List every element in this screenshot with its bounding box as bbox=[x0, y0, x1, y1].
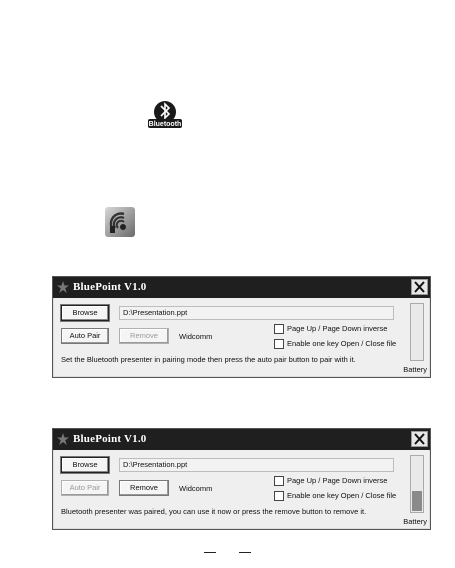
close-icon bbox=[412, 280, 427, 294]
browse-button[interactable]: Browse bbox=[61, 305, 109, 321]
title-bar[interactable] bbox=[53, 277, 430, 298]
window-title: BluePoint V1.0 bbox=[73, 281, 147, 293]
page-inverse-checkbox[interactable] bbox=[274, 476, 284, 486]
page-footer-dash bbox=[204, 552, 216, 553]
battery-fill bbox=[412, 491, 422, 511]
open-close-label: Enable one key Open / Close file bbox=[287, 491, 397, 500]
page-footer-dash bbox=[239, 552, 251, 553]
page-inverse-label: Page Up / Page Down inverse bbox=[287, 476, 388, 485]
browse-button[interactable]: Browse bbox=[61, 457, 109, 473]
page-inverse-checkbox[interactable] bbox=[274, 324, 284, 334]
status-text: Set the Bluetooth presenter in pairing mode then press the auto pair button to pair with it. bbox=[61, 355, 356, 364]
bluetooth-stack-label: Widcomm bbox=[179, 332, 213, 341]
status-text: Bluetooth presenter was paired, you can use it now or press the remove button to remove it. bbox=[61, 507, 367, 516]
bluepoint-window-unpaired bbox=[52, 276, 431, 378]
battery-label: Battery bbox=[403, 517, 427, 526]
open-close-label: Enable one key Open / Close file bbox=[287, 339, 397, 348]
close-icon bbox=[412, 432, 427, 446]
close-button[interactable] bbox=[411, 279, 428, 295]
auto-pair-button[interactable]: Auto Pair bbox=[61, 328, 109, 344]
battery-meter bbox=[410, 455, 424, 513]
page-inverse-label: Page Up / Page Down inverse bbox=[287, 324, 388, 333]
open-close-checkbox[interactable] bbox=[274, 339, 284, 349]
remove-button[interactable]: Remove bbox=[119, 328, 169, 344]
file-path-field[interactable]: D:\Presentation.ppt bbox=[119, 306, 394, 320]
file-path-field[interactable]: D:\Presentation.ppt bbox=[119, 458, 394, 472]
bluetooth-stack-label: Widcomm bbox=[179, 484, 213, 493]
app-star-icon bbox=[57, 281, 69, 293]
window-title: BluePoint V1.0 bbox=[73, 433, 147, 445]
battery-meter bbox=[410, 303, 424, 361]
app-star-icon bbox=[57, 433, 69, 445]
open-close-checkbox[interactable] bbox=[274, 491, 284, 501]
close-button[interactable] bbox=[411, 431, 428, 447]
battery-label: Battery bbox=[403, 365, 427, 374]
wireless-signal-icon bbox=[104, 206, 136, 238]
auto-pair-button[interactable]: Auto Pair bbox=[61, 480, 109, 496]
remove-button[interactable]: Remove bbox=[119, 480, 169, 496]
bluetooth-logo-icon bbox=[148, 100, 182, 130]
title-bar[interactable] bbox=[53, 429, 430, 450]
bluepoint-window-paired bbox=[52, 428, 431, 530]
logo-text: Bluetooth bbox=[148, 121, 182, 128]
